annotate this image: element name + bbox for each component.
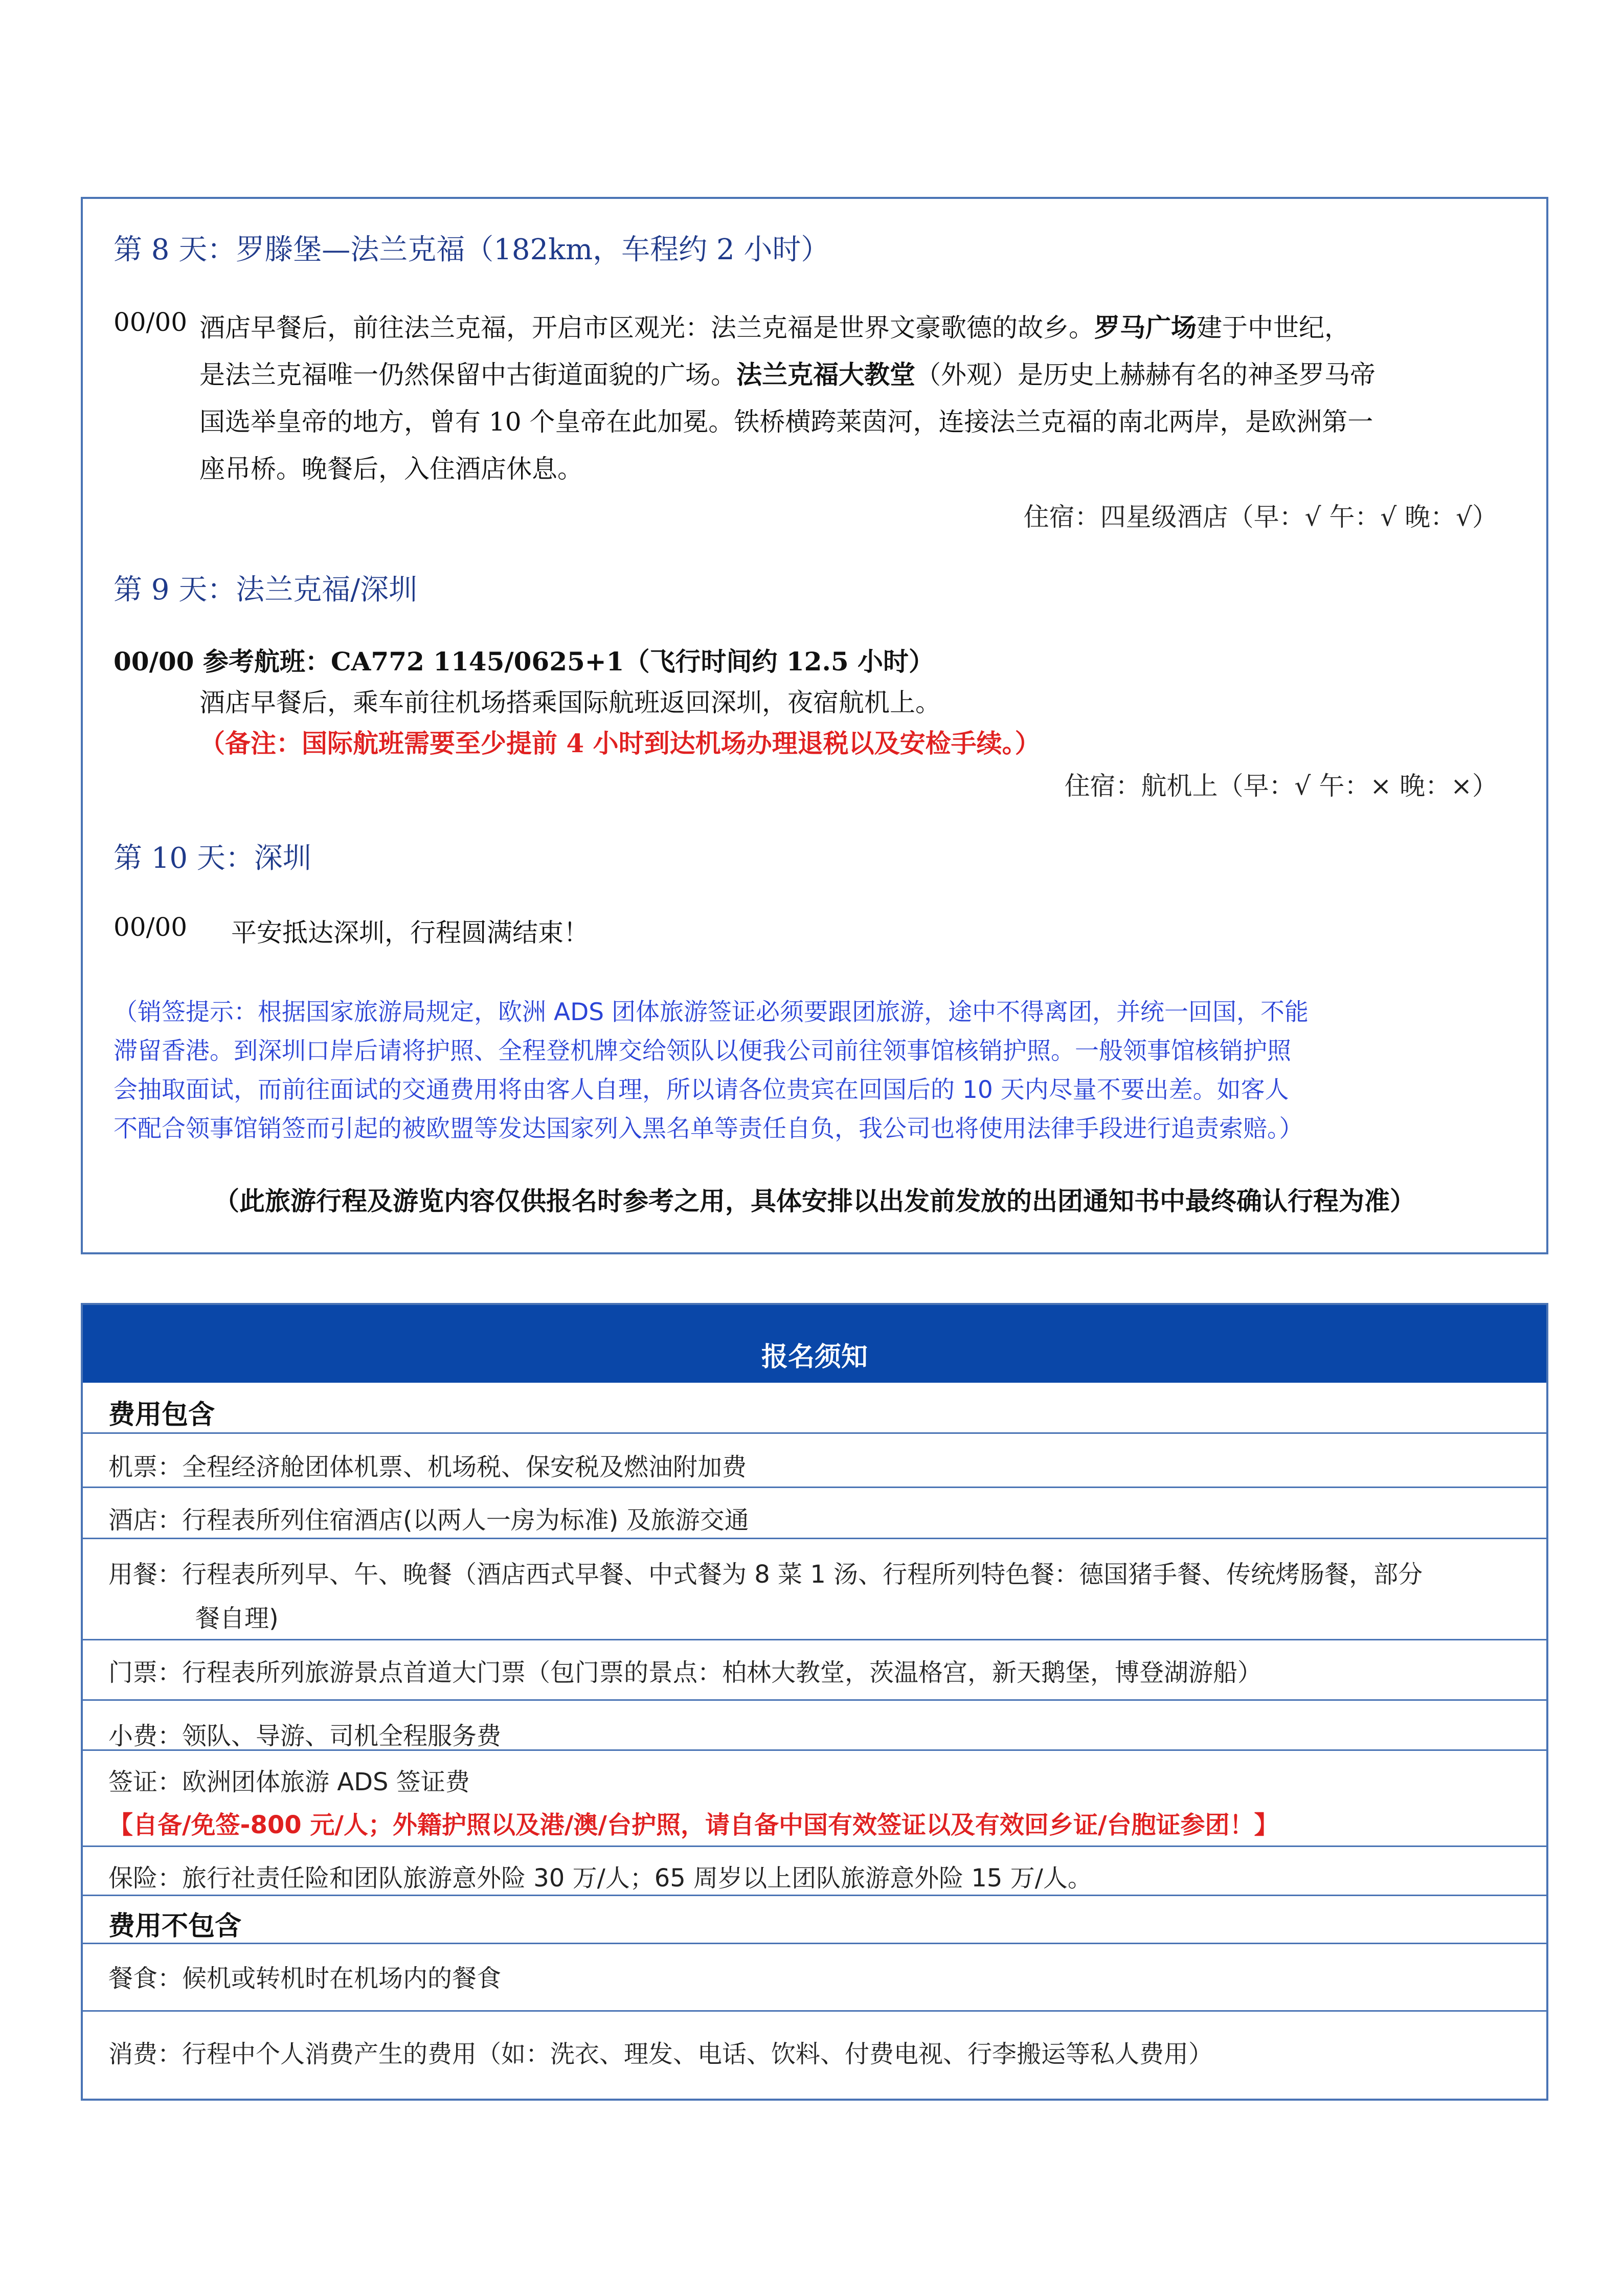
fee-tickets: 门票：行程表所列旅游景点首道大门票（包门票的景点：柏林大教堂，茨温格宫，新天鹅堡，博登湖游船）: [108, 1658, 1263, 1687]
itinerary-disclaimer: （此旅游行程及游览内容仅供报名时参考之用，具体安排以出发前发放的出团通知书中最终确认行程为准）: [214, 1186, 1415, 1216]
day9-line2: 酒店早餐后，乘车前往机场搭乘国际航班返回深圳，夜宿航机上。: [199, 688, 941, 717]
day9-note: （备注：国际航班需要至少提前 4 小时到达机场办理退税以及安检手续。）: [199, 728, 1041, 758]
fee-row-insurance: [83, 1847, 1546, 1896]
exfee-food: 餐食：候机或转机时在机场内的餐食: [108, 1964, 502, 1993]
fee-meals-line2: 餐自理): [195, 1604, 279, 1633]
registration-header: 报名须知: [83, 1305, 1546, 1383]
fee-row-meals: [83, 1539, 1546, 1640]
day10-time: 00/00: [114, 912, 188, 942]
fee-visa-note: 【自备/免签-800 元/人；外籍护照以及港/澳/台护照，请自备中国有效签证以及有效回乡证/台胞证参团！】: [108, 1811, 1279, 1839]
day8-line3: 国选举皇帝的地方，曾有 10 个皇帝在此加冕。铁桥横跨莱茵河，连接法兰克福的南北两岸，是欧洲第一: [199, 407, 1373, 437]
fee-insurance: 保险：旅行社责任险和团队旅游意外险 30 万/人；65 周岁以上团队旅游意外险 15 万/人。: [108, 1864, 1092, 1893]
excluded-title: 费用不包含: [108, 1911, 242, 1942]
day10-title: 第 10 天：深圳: [114, 842, 311, 875]
day8-lodging: 住宿：四星级酒店（早：√ 午：√ 晚：√）: [1023, 502, 1498, 532]
fee-tips: 小费：领队、导游、司机全程服务费: [108, 1722, 502, 1750]
registration-table: [81, 1303, 1548, 2101]
day9-flight: 00/00 参考航班：CA772 1145/0625+1（飞行时间约 12.5 小时）: [114, 646, 935, 677]
fee-row-tickets: [83, 1640, 1546, 1701]
fee-row-hotel: [83, 1488, 1546, 1539]
day9-title: 第 9 天：法兰克福/深圳: [114, 573, 418, 606]
exfee-row-food: [83, 1944, 1546, 2012]
day8-time: 00/00: [114, 307, 188, 337]
visa-tip-line2: 滞留香港。到深圳口岸后请将护照、全程登机牌交给领队以便我公司前往领事馆核销护照。一般领事馆核销护照: [114, 1037, 1291, 1065]
fee-ticket: 机票：全程经济舱团体机票、机场税、保安税及燃油附加费: [108, 1453, 747, 1481]
day8-line2: 是法兰克福唯一仍然保留中古街道面貌的广场。法兰克福大教堂（外观）是历史上赫赫有名的神圣罗马帝: [199, 359, 1376, 390]
fee-row-visa: [83, 1751, 1546, 1847]
visa-tip-line4: 不配合领事馆销签而引起的被欧盟等发达国家列入黑名单等责任自负，我公司也将使用法律手段进行追责索赔。）: [114, 1115, 1303, 1143]
included-section-row: [83, 1383, 1546, 1434]
exfee-consumption: 消费：行程中个人消费产生的费用（如：洗衣、理发、电话、饮料、付费电视、行李搬运等私人费用）: [108, 2040, 1213, 2068]
itinerary-box: [81, 197, 1548, 1254]
included-title: 费用包含: [108, 1400, 215, 1430]
day8-line4: 座吊桥。晚餐后，入住酒店休息。: [199, 454, 583, 484]
visa-tip-line3: 会抽取面试，而前往面试的交通费用将由客人自理，所以请各位贵宾在回国后的 10 天内尽量不要出差。如客人: [114, 1076, 1289, 1104]
fee-meals-line1: 用餐：行程表所列早、午、晚餐（酒店西式早餐、中式餐为 8 菜 1 汤、行程所列特色餐：德国猪手餐、传统烤肠餐，部分: [108, 1560, 1423, 1589]
fee-hotel: 酒店：行程表所列住宿酒店(以两人一房为标准) 及旅游交通: [108, 1506, 749, 1535]
day9-lodging: 住宿：航机上（早：√ 午：× 晚：×）: [1064, 771, 1498, 801]
fee-row-tips: [83, 1701, 1546, 1751]
day10-text: 平安抵达深圳，行程圆满结束！: [231, 918, 589, 948]
visa-tip-line1: （销签提示：根据国家旅游局规定，欧洲 ADS 团体旅游签证必须要跟团旅游，途中不得离团，并统一回国，不能: [114, 998, 1309, 1026]
day8-title: 第 8 天：罗滕堡—法兰克福（182km，车程约 2 小时）: [114, 233, 830, 266]
day8-line1: 酒店早餐后，前往法兰克福，开启市区观光：法兰克福是世界文豪歌德的故乡。罗马广场建于中世纪，: [199, 312, 1350, 343]
fee-visa: 签证：欧洲团体旅游 ADS 签证费: [108, 1768, 470, 1796]
excluded-section-row: [83, 1896, 1546, 1944]
fee-row-ticket: [83, 1434, 1546, 1488]
exfee-row-consumption: [83, 2012, 1546, 2101]
